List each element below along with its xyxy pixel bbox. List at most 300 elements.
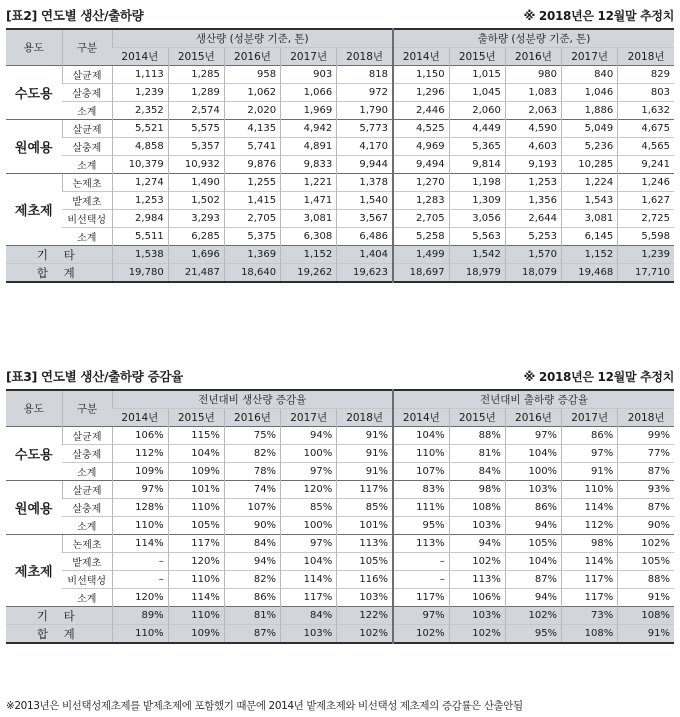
production-cell: 10,932 xyxy=(168,156,224,174)
shipment-cell: 103% xyxy=(449,517,505,535)
production-cell: 2,352 xyxy=(112,102,168,120)
shipment-cell: 1,270 xyxy=(393,174,449,192)
shipment-cell: – xyxy=(393,571,449,589)
production-cell: 818 xyxy=(337,66,393,84)
production-cell: 97% xyxy=(281,535,337,553)
production-cell: 6,285 xyxy=(168,228,224,246)
production-cell: 81% xyxy=(224,607,280,625)
production-cell: 114% xyxy=(281,571,337,589)
shipment-cell: 5,365 xyxy=(449,138,505,156)
production-cell: 85% xyxy=(281,499,337,517)
total-label: 기 타 xyxy=(6,607,112,625)
row-label: 살균제 xyxy=(62,481,112,499)
production-cell: 120% xyxy=(112,589,168,607)
total-label: 기 타 xyxy=(6,246,112,264)
production-cell: 1,285 xyxy=(168,66,224,84)
year-header: 2017년 xyxy=(281,48,337,66)
production-cell: 104% xyxy=(281,553,337,571)
shipment-cell: 97% xyxy=(505,427,561,445)
year-header: 2015년 xyxy=(449,48,505,66)
table-row xyxy=(6,192,674,210)
production-cell: 113% xyxy=(337,535,393,553)
shipment-cell: 5,258 xyxy=(393,228,449,246)
production-cell: 1,255 xyxy=(224,174,280,192)
production-cell: 89% xyxy=(112,607,168,625)
growth-rate-table xyxy=(6,389,674,644)
row-label: 소계 xyxy=(62,517,112,535)
shipment-cell: 4,449 xyxy=(449,120,505,138)
shipment-cell: 2,705 xyxy=(393,210,449,228)
production-cell: 1,471 xyxy=(281,192,337,210)
shipment-cell: 2,063 xyxy=(505,102,561,120)
production-cell: 94% xyxy=(281,427,337,445)
production-cell: 101% xyxy=(168,481,224,499)
production-cell: 6,308 xyxy=(281,228,337,246)
production-cell: 1,274 xyxy=(112,174,168,192)
shipment-cell: 111% xyxy=(393,499,449,517)
shipment-cell: 113% xyxy=(449,571,505,589)
shipment-cell: 104% xyxy=(393,427,449,445)
production-cell: 19,262 xyxy=(281,264,337,283)
table-row xyxy=(6,174,674,192)
year-header: 2016년 xyxy=(505,409,561,427)
production-cell: 10,379 xyxy=(112,156,168,174)
production-cell: 2,574 xyxy=(168,102,224,120)
shipment-cell: 1,239 xyxy=(618,246,674,264)
production-cell: 122% xyxy=(337,607,393,625)
production-cell: 1,538 xyxy=(112,246,168,264)
row-label: 소계 xyxy=(62,228,112,246)
production-shipment-table xyxy=(6,28,674,283)
table-row xyxy=(6,517,674,535)
production-cell: 114% xyxy=(112,535,168,553)
shipment-cell: 6,145 xyxy=(562,228,618,246)
table-row xyxy=(6,102,674,120)
table2-block xyxy=(6,4,674,283)
shipment-cell: 100% xyxy=(505,463,561,481)
production-cell: 75% xyxy=(224,427,280,445)
production-cell: 5,521 xyxy=(112,120,168,138)
production-cell: 1,540 xyxy=(337,192,393,210)
table-row xyxy=(6,138,674,156)
production-cell: 2,020 xyxy=(224,102,280,120)
shipment-cell: 5,236 xyxy=(562,138,618,156)
shipment-cell: 110% xyxy=(393,445,449,463)
table-row xyxy=(6,120,674,138)
shipment-cell: 87% xyxy=(618,463,674,481)
production-cell: 94% xyxy=(224,553,280,571)
production-cell: 1,066 xyxy=(281,84,337,102)
table-row xyxy=(6,210,674,228)
group-label: 수도용 xyxy=(6,427,62,481)
shipment-cell: 110% xyxy=(562,481,618,499)
row-label: 살충제 xyxy=(62,138,112,156)
year-header: 2016년 xyxy=(224,409,280,427)
production-cell: 110% xyxy=(168,607,224,625)
shipment-cell: 91% xyxy=(618,589,674,607)
year-header: 2018년 xyxy=(337,409,393,427)
shipment-cell: 105% xyxy=(618,553,674,571)
production-cell: 903 xyxy=(281,66,337,84)
row-label: 소계 xyxy=(62,156,112,174)
shipment-cell: 3,056 xyxy=(449,210,505,228)
production-cell: 91% xyxy=(337,445,393,463)
shipment-cell: 18,979 xyxy=(449,264,505,283)
shipment-cell: 107% xyxy=(393,463,449,481)
shipment-cell: 103% xyxy=(449,607,505,625)
shipment-cell: 102% xyxy=(393,625,449,644)
row-label: 소계 xyxy=(62,463,112,481)
production-cell: 102% xyxy=(337,625,393,644)
shipment-cell: 4,525 xyxy=(393,120,449,138)
row-label: 소계 xyxy=(62,102,112,120)
row-label: 비선택성 xyxy=(62,210,112,228)
production-cell: 1,289 xyxy=(168,84,224,102)
production-cell: 18,640 xyxy=(224,264,280,283)
shipment-cell: 87% xyxy=(505,571,561,589)
production-cell: 97% xyxy=(112,481,168,499)
header-use: 용도 xyxy=(6,29,62,66)
production-cell: 128% xyxy=(112,499,168,517)
shipment-cell: 94% xyxy=(505,589,561,607)
group-label: 수도용 xyxy=(6,66,62,120)
shipment-cell: 73% xyxy=(562,607,618,625)
production-cell: 103% xyxy=(281,625,337,644)
total-row xyxy=(6,246,674,264)
shipment-cell: 87% xyxy=(618,499,674,517)
shipment-cell: 1,083 xyxy=(505,84,561,102)
shipment-cell: 108% xyxy=(562,625,618,644)
shipment-cell: 829 xyxy=(618,66,674,84)
shipment-cell: 1,045 xyxy=(449,84,505,102)
shipment-cell: 95% xyxy=(393,517,449,535)
shipment-cell: 4,590 xyxy=(505,120,561,138)
table-row xyxy=(6,535,674,553)
shipment-cell: 105% xyxy=(505,535,561,553)
shipment-cell: 5,253 xyxy=(505,228,561,246)
production-cell: 74% xyxy=(224,481,280,499)
shipment-cell: 1,246 xyxy=(618,174,674,192)
header-shipment-group: 전년대비 출하량 증감율 xyxy=(393,390,674,409)
shipment-cell: 9,494 xyxy=(393,156,449,174)
shipment-cell: 117% xyxy=(393,589,449,607)
shipment-cell: 98% xyxy=(449,481,505,499)
shipment-cell: 104% xyxy=(505,553,561,571)
shipment-cell: 97% xyxy=(393,607,449,625)
table2-title: [표2] 연도별 생산/출하량 xyxy=(6,8,144,23)
table-row xyxy=(6,571,674,589)
production-cell: 110% xyxy=(168,571,224,589)
production-cell: 4,942 xyxy=(281,120,337,138)
shipment-cell: 93% xyxy=(618,481,674,499)
total-label: 합 계 xyxy=(6,264,112,283)
shipment-cell: 90% xyxy=(618,517,674,535)
production-cell: 109% xyxy=(168,463,224,481)
shipment-cell: 1,627 xyxy=(618,192,674,210)
production-cell: 1,969 xyxy=(281,102,337,120)
production-cell: 972 xyxy=(337,84,393,102)
shipment-cell: 112% xyxy=(562,517,618,535)
header-category: 구분 xyxy=(62,390,112,427)
year-header: 2017년 xyxy=(281,409,337,427)
shipment-cell: 5,563 xyxy=(449,228,505,246)
shipment-cell: 1,356 xyxy=(505,192,561,210)
year-header: 2015년 xyxy=(449,409,505,427)
header-production-group: 생산량 (성분량 기준, 톤) xyxy=(112,29,393,48)
production-cell: 84% xyxy=(281,607,337,625)
shipment-cell: 9,241 xyxy=(618,156,674,174)
production-cell: 958 xyxy=(224,66,280,84)
year-header: 2016년 xyxy=(224,48,280,66)
shipment-cell: 4,969 xyxy=(393,138,449,156)
production-cell: 4,891 xyxy=(281,138,337,156)
production-cell: 6,486 xyxy=(337,228,393,246)
year-header: 2016년 xyxy=(505,48,561,66)
shipment-cell: 102% xyxy=(449,625,505,644)
year-header: 2014년 xyxy=(393,48,449,66)
shipment-cell: 1,224 xyxy=(562,174,618,192)
shipment-cell: 102% xyxy=(449,553,505,571)
year-header: 2017년 xyxy=(562,48,618,66)
shipment-cell: 86% xyxy=(562,427,618,445)
shipment-cell: 102% xyxy=(618,535,674,553)
shipment-cell: 1,283 xyxy=(393,192,449,210)
shipment-cell: 108% xyxy=(449,499,505,517)
table3-block xyxy=(6,365,674,644)
production-cell: 97% xyxy=(281,463,337,481)
table-row xyxy=(6,228,674,246)
row-label: 논제초 xyxy=(62,535,112,553)
header-row xyxy=(6,29,674,48)
shipment-cell: 108% xyxy=(618,607,674,625)
shipment-cell: 1,046 xyxy=(562,84,618,102)
production-cell: 1,113 xyxy=(112,66,168,84)
row-label: 밭제초 xyxy=(62,553,112,571)
production-cell: 115% xyxy=(168,427,224,445)
shipment-cell: 94% xyxy=(505,517,561,535)
shipment-cell: 1,543 xyxy=(562,192,618,210)
header-row xyxy=(6,390,674,409)
shipment-cell: 1,886 xyxy=(562,102,618,120)
production-cell: 78% xyxy=(224,463,280,481)
shipment-cell: 3,081 xyxy=(562,210,618,228)
production-cell: 5,511 xyxy=(112,228,168,246)
production-cell: 9,833 xyxy=(281,156,337,174)
production-cell: 110% xyxy=(112,625,168,644)
shipment-cell: 1,499 xyxy=(393,246,449,264)
production-cell: 3,567 xyxy=(337,210,393,228)
production-cell: 4,170 xyxy=(337,138,393,156)
production-cell: 112% xyxy=(112,445,168,463)
shipment-cell: 88% xyxy=(449,427,505,445)
shipment-cell: 88% xyxy=(618,571,674,589)
table-row xyxy=(6,463,674,481)
production-cell: 110% xyxy=(112,517,168,535)
shipment-cell: 5,049 xyxy=(562,120,618,138)
shipment-cell: 2,644 xyxy=(505,210,561,228)
shipment-cell: 2,446 xyxy=(393,102,449,120)
table-row xyxy=(6,445,674,463)
production-cell: 1,239 xyxy=(112,84,168,102)
production-cell: 1,490 xyxy=(168,174,224,192)
shipment-cell: 113% xyxy=(393,535,449,553)
shipment-cell: 77% xyxy=(618,445,674,463)
row-label: 비선택성 xyxy=(62,571,112,589)
production-cell: 1,221 xyxy=(281,174,337,192)
production-cell: 91% xyxy=(337,463,393,481)
production-cell: 86% xyxy=(224,589,280,607)
shipment-cell: 1,015 xyxy=(449,66,505,84)
shipment-cell: 99% xyxy=(618,427,674,445)
group-label: 제초제 xyxy=(6,535,62,607)
production-cell: 117% xyxy=(337,481,393,499)
shipment-cell: 84% xyxy=(449,463,505,481)
shipment-cell: 83% xyxy=(393,481,449,499)
production-cell: 120% xyxy=(281,481,337,499)
shipment-cell: 10,285 xyxy=(562,156,618,174)
shipment-cell: 9,193 xyxy=(505,156,561,174)
year-header: 2015년 xyxy=(168,409,224,427)
shipment-cell: 114% xyxy=(562,553,618,571)
production-cell: 116% xyxy=(337,571,393,589)
production-cell: 5,741 xyxy=(224,138,280,156)
production-cell: 84% xyxy=(224,535,280,553)
shipment-cell: 86% xyxy=(505,499,561,517)
shipment-cell: 5,598 xyxy=(618,228,674,246)
production-cell: 5,575 xyxy=(168,120,224,138)
production-cell: 2,984 xyxy=(112,210,168,228)
production-cell: 1,062 xyxy=(224,84,280,102)
shipment-cell: 1,542 xyxy=(449,246,505,264)
row-label: 살충제 xyxy=(62,84,112,102)
shipment-cell: 1,152 xyxy=(562,246,618,264)
shipment-cell: 106% xyxy=(449,589,505,607)
shipment-cell: 4,675 xyxy=(618,120,674,138)
production-cell: 1,696 xyxy=(168,246,224,264)
production-cell: 117% xyxy=(168,535,224,553)
footnote: ※2013년은 비선택성제초제를 밭제초제에 포함했기 때문에 2014년 밭제초제와 비선택성 제초제의 증감률은 산출안됨 xyxy=(6,700,523,712)
shipment-cell: 98% xyxy=(562,535,618,553)
total-row xyxy=(6,264,674,283)
shipment-cell: 117% xyxy=(562,589,618,607)
production-cell: 87% xyxy=(224,625,280,644)
shipment-cell: 104% xyxy=(505,445,561,463)
shipment-cell: 1,296 xyxy=(393,84,449,102)
row-label: 밭제초 xyxy=(62,192,112,210)
row-label: 소계 xyxy=(62,589,112,607)
group-label: 원예용 xyxy=(6,120,62,174)
production-cell: 4,135 xyxy=(224,120,280,138)
production-cell: 100% xyxy=(281,445,337,463)
header-shipment-group: 출하량 (성분량 기준, 톤) xyxy=(393,29,674,48)
production-cell: 107% xyxy=(224,499,280,517)
production-cell: 85% xyxy=(337,499,393,517)
production-cell: 21,487 xyxy=(168,264,224,283)
production-cell: 91% xyxy=(337,427,393,445)
production-cell: 117% xyxy=(281,589,337,607)
production-cell: 3,293 xyxy=(168,210,224,228)
year-header: 2018년 xyxy=(337,48,393,66)
production-cell: 4,858 xyxy=(112,138,168,156)
production-cell: 1,790 xyxy=(337,102,393,120)
production-cell: 1,369 xyxy=(224,246,280,264)
production-cell: 114% xyxy=(168,589,224,607)
production-cell: 105% xyxy=(337,553,393,571)
shipment-cell: 840 xyxy=(562,66,618,84)
table3-title: [표3] 연도별 생산/출하량 증감율 xyxy=(6,369,183,384)
production-cell: 82% xyxy=(224,571,280,589)
shipment-cell: 103% xyxy=(505,481,561,499)
total-row xyxy=(6,607,674,625)
shipment-cell: 117% xyxy=(562,571,618,589)
production-cell: 9,944 xyxy=(337,156,393,174)
production-cell: 9,876 xyxy=(224,156,280,174)
production-cell: 1,152 xyxy=(281,246,337,264)
shipment-cell: 2,725 xyxy=(618,210,674,228)
header-category: 구분 xyxy=(62,29,112,66)
table3-note: ※ 2018년은 12월말 추정치 xyxy=(523,370,674,384)
table-row xyxy=(6,589,674,607)
shipment-cell: 803 xyxy=(618,84,674,102)
year-header: 2014년 xyxy=(112,409,168,427)
shipment-cell: 102% xyxy=(505,607,561,625)
production-cell: 101% xyxy=(337,517,393,535)
year-header: 2014년 xyxy=(112,48,168,66)
total-label: 합 계 xyxy=(6,625,112,644)
row-label: 논제초 xyxy=(62,174,112,192)
year-header: 2014년 xyxy=(393,409,449,427)
production-cell: 105% xyxy=(168,517,224,535)
row-label: 살충제 xyxy=(62,499,112,517)
production-cell: 103% xyxy=(337,589,393,607)
shipment-cell: 19,468 xyxy=(562,264,618,283)
table-row xyxy=(6,66,674,84)
table-row xyxy=(6,156,674,174)
shipment-cell: 97% xyxy=(562,445,618,463)
row-label: 살균제 xyxy=(62,427,112,445)
production-cell: 90% xyxy=(224,517,280,535)
production-cell: 120% xyxy=(168,553,224,571)
production-cell: 5,375 xyxy=(224,228,280,246)
production-cell: 1,502 xyxy=(168,192,224,210)
production-cell: 5,773 xyxy=(337,120,393,138)
shipment-cell: 114% xyxy=(562,499,618,517)
production-cell: 2,705 xyxy=(224,210,280,228)
shipment-cell: 1,632 xyxy=(618,102,674,120)
row-label: 살충제 xyxy=(62,445,112,463)
production-cell: 1,415 xyxy=(224,192,280,210)
production-cell: – xyxy=(112,553,168,571)
shipment-cell: 1,253 xyxy=(505,174,561,192)
production-cell: 106% xyxy=(112,427,168,445)
production-cell: 5,357 xyxy=(168,138,224,156)
group-label: 제초제 xyxy=(6,174,62,246)
shipment-cell: 1,570 xyxy=(505,246,561,264)
header-production-group: 전년대비 생산량 증감율 xyxy=(112,390,393,409)
shipment-cell: 18,697 xyxy=(393,264,449,283)
table-row xyxy=(6,84,674,102)
production-cell: 110% xyxy=(168,499,224,517)
production-cell: 100% xyxy=(281,517,337,535)
table-row xyxy=(6,481,674,499)
production-cell: 1,253 xyxy=(112,192,168,210)
table-row xyxy=(6,427,674,445)
shipment-cell: 2,060 xyxy=(449,102,505,120)
group-label: 원예용 xyxy=(6,481,62,535)
shipment-cell: 94% xyxy=(449,535,505,553)
header-use: 용도 xyxy=(6,390,62,427)
production-cell: 82% xyxy=(224,445,280,463)
